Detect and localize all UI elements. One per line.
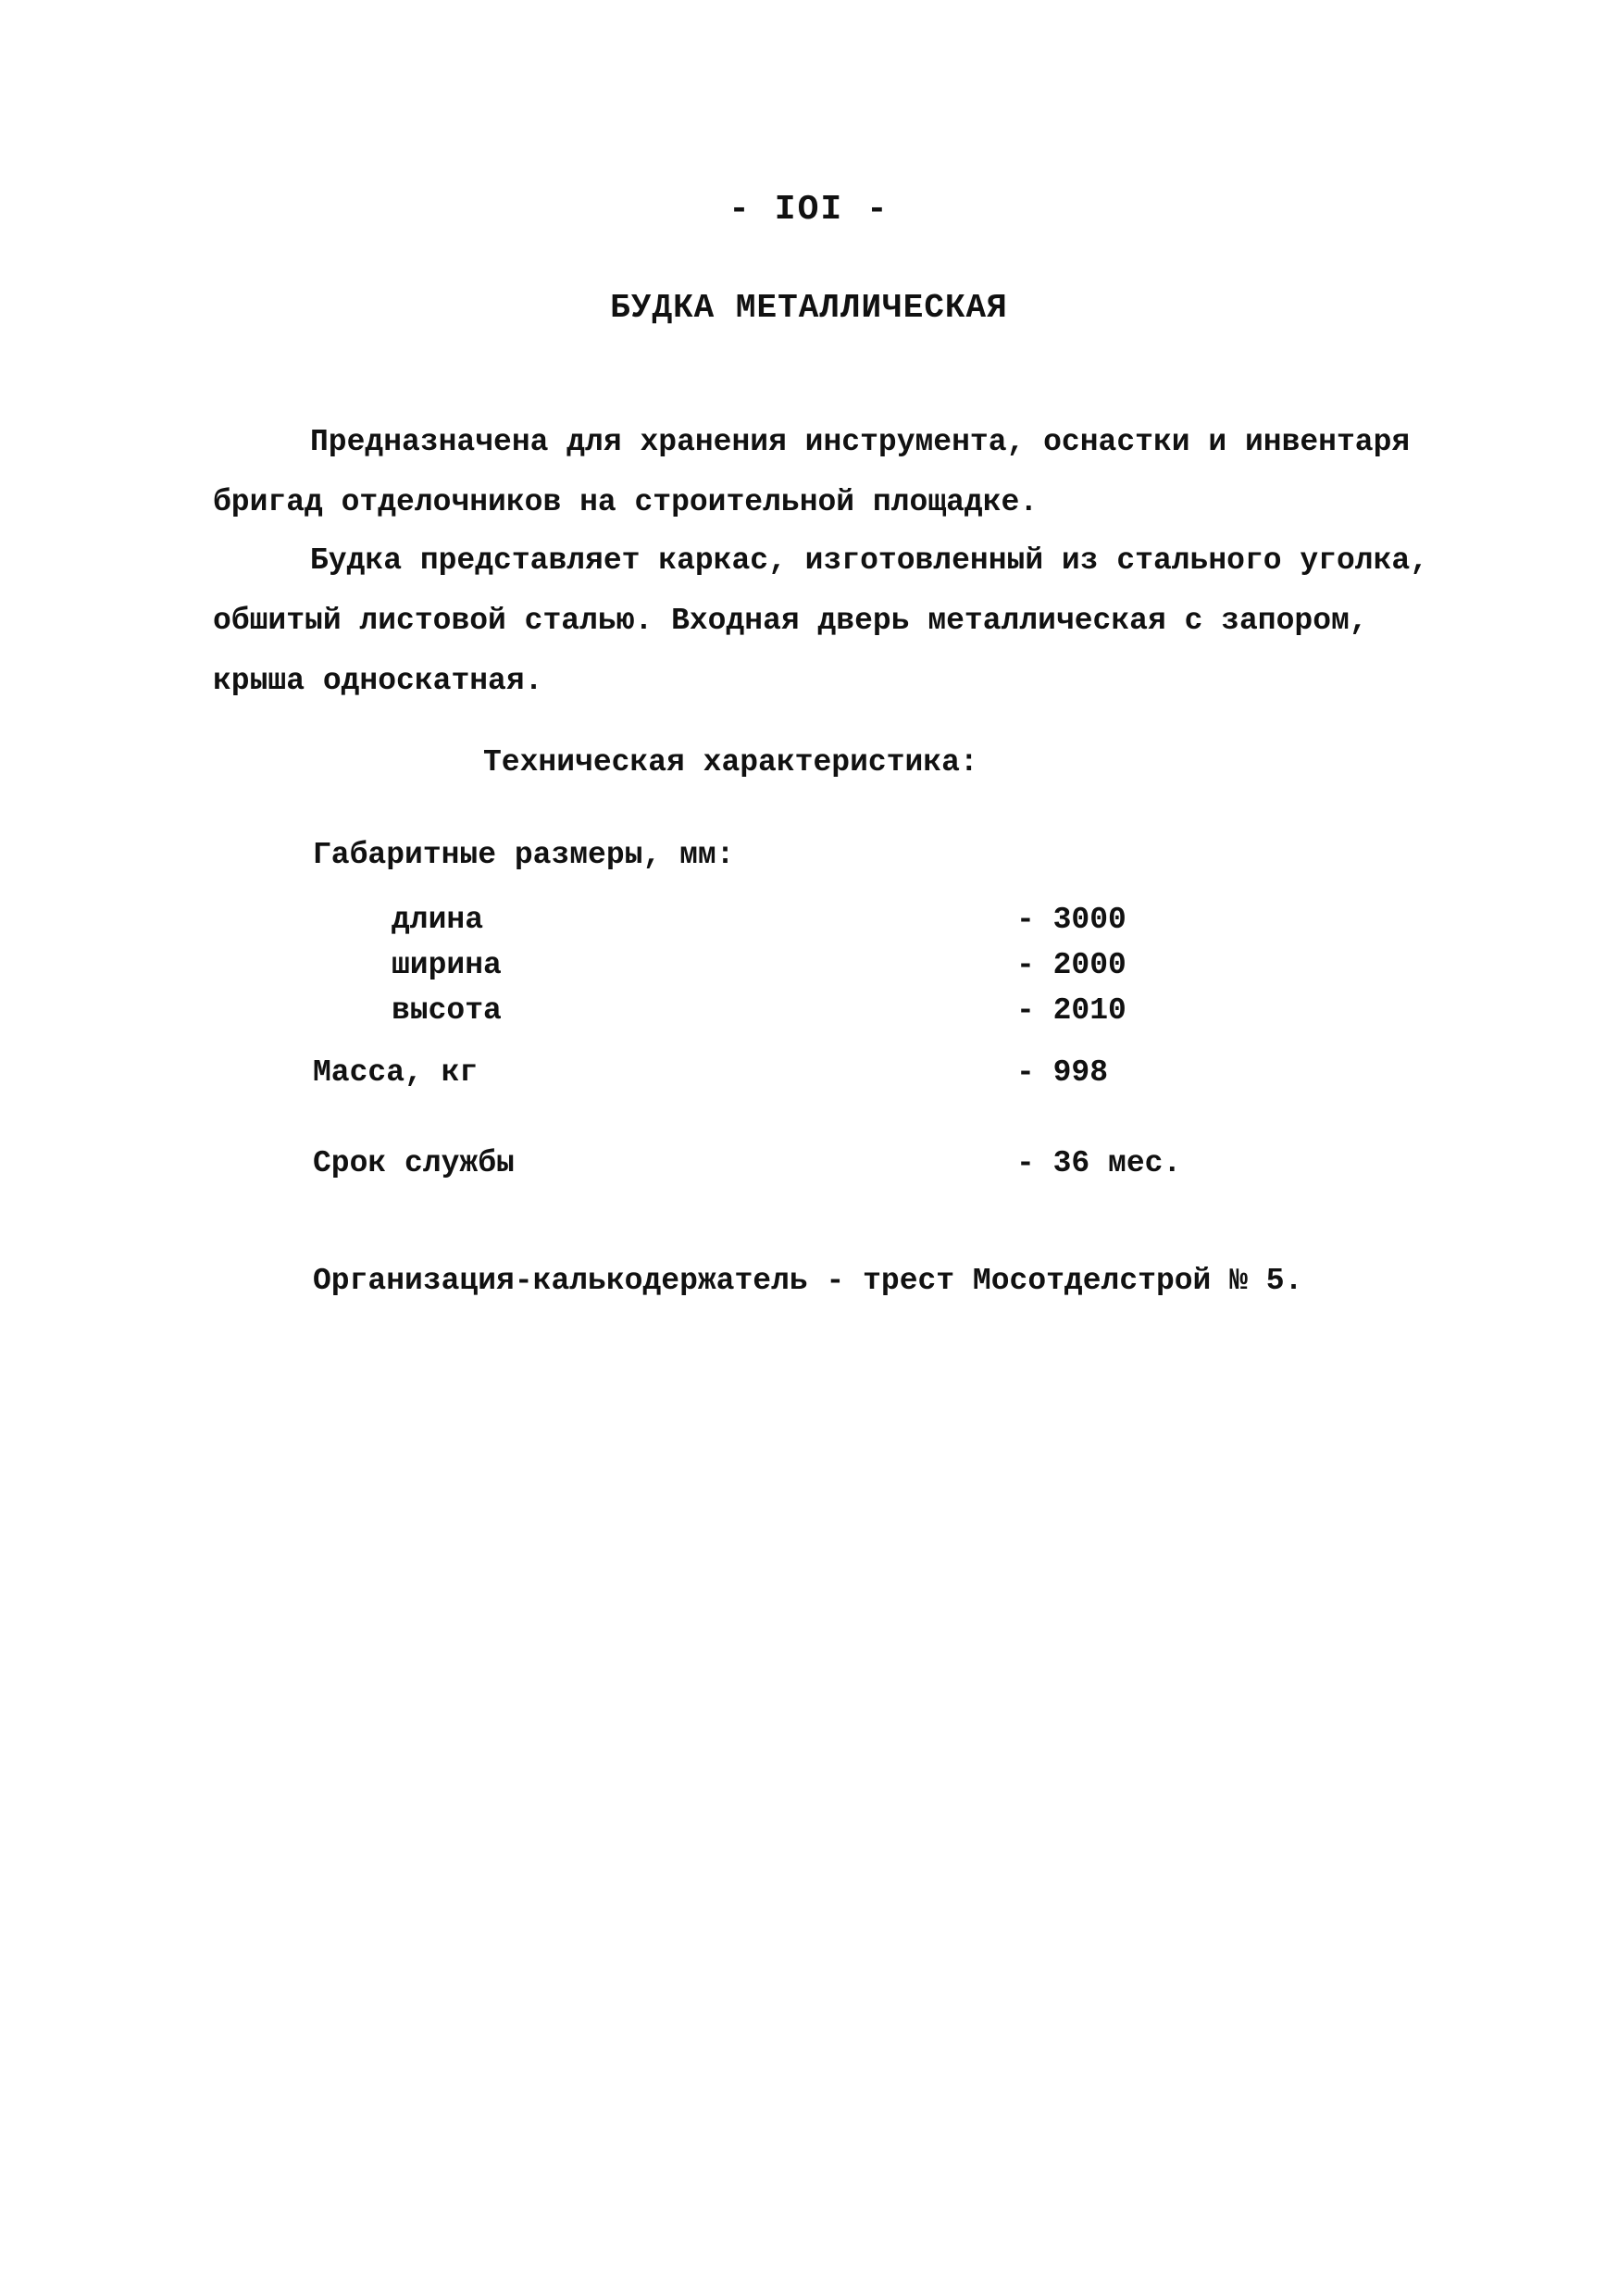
spec-value: - 2010 [1016,993,1126,1028]
spec-label: Срок службы [313,1146,515,1180]
spec-value: - 36 мес. [1016,1146,1182,1180]
page-number: - IOI - [728,190,890,230]
paragraph-purpose [213,412,1472,532]
spec-value: - 998 [1016,1055,1109,1090]
paragraph-description [213,530,1472,711]
paragraph-line: обшитый листовой сталью. Входная дверь металлическая с запором, [213,604,1368,638]
spec-label: ширина [392,948,502,982]
spec-heading: Техническая характеристика: [483,745,978,780]
spec-label: высота [392,993,502,1028]
spec-label: длина [392,903,484,937]
dimensions-heading: Габаритные размеры, мм: [313,838,735,872]
spec-label: Масса, кг [313,1055,479,1090]
paragraph-line: крыша односкатная. [213,664,543,698]
paragraph-line: Будка представляет каркас, изготовленный из стального уголка, [310,543,1428,578]
spec-value: - 2000 [1016,948,1126,982]
spec-value: - 3000 [1016,903,1126,937]
paragraph-line: Предназначена для хранения инструмента, оснастки и инвентаря [310,425,1411,459]
holder-organization: Организация-калькодержатель - трест Мосотделстрой № 5. [313,1264,1303,1298]
document-title: БУДКА МЕТАЛЛИЧЕСКАЯ [610,289,1008,327]
paragraph-line: бригад отделочников на строительной площадке. [213,485,1039,519]
